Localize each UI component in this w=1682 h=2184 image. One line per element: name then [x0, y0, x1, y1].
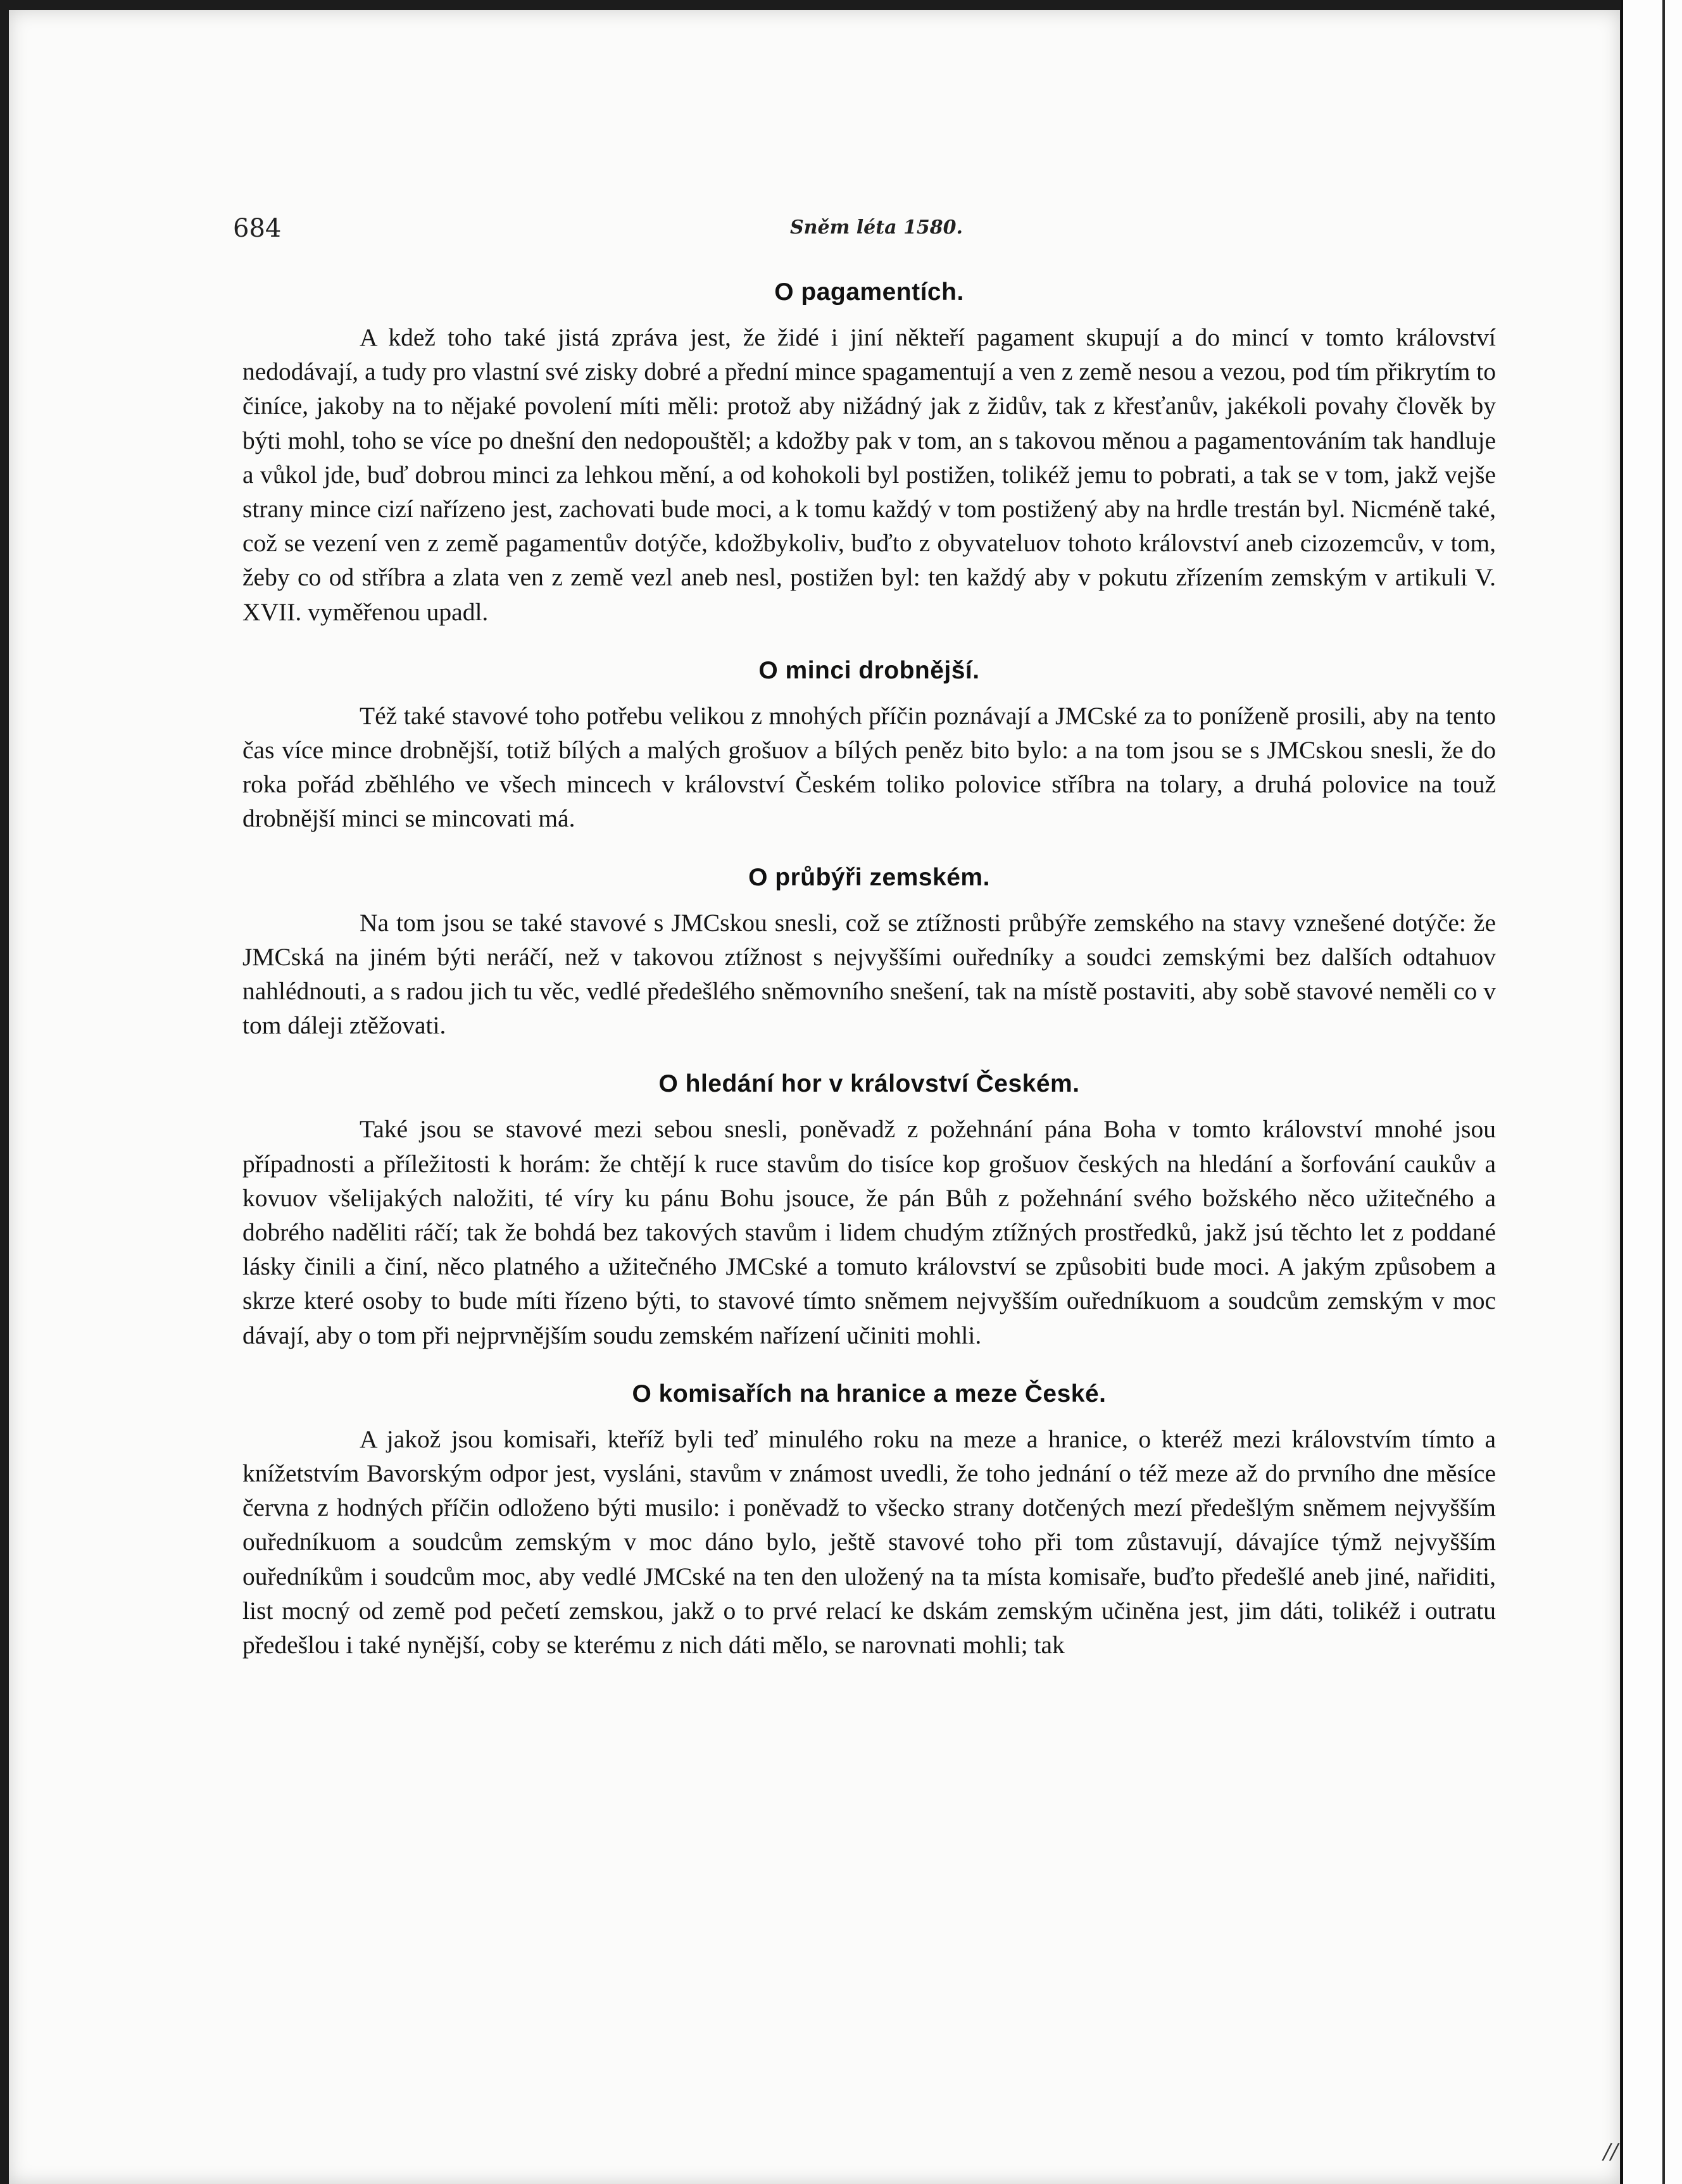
section-text-hledani-hor: Také jsou se stavové mezi sebou snesli, poněvadž z požehnání pána Boha v tomto království mnohé jsou případnosti a příležitosti k horám: že chtějí k ruce stavům do tisíce kop grošuov českých na hledání a šorfování caukův a kovuov všelijakých naložiti, té víry ku pánu Bohu jsouce, že pán Bůh z požehnání svého božského něco užitečného a dobrého naděliti ráčí; tak že bohdá bez takových stavům i lidem chudým ztížných prostředků, jakž jsú těchto let z poddané lásky činili a činí, něco platného a užitečného JMCské a tomuto království se způsobiti bude moci. A jakým způsobem a skrze které osoby to bude míti řízeno býti, to stavové tímto sněmem nejvyšším ouředníkuom a soudcům zemským v moc dávají, aby o tom při nejprvnějším soudu zemském nařízení učiniti mohli.	[242, 1115, 1496, 1349]
section-text-pagamentich: A kdež toho také jistá zpráva jest, že židé i jiní někteří pagament skupují a do mincí v tomto království nedodávají, a tudy pro vlastní své zisky dobré a přední mince spagamentují a ven z země nesou a vezou, pod tím přikrytím to činíce, jakoby na to nějaké povolení míti měli: protož aby nižádný jak z židův, tak z křesťanův, jakékoli povahy člověk by býti mohl, toho se více po dnešní den nedopouštěl; a kdožby pak v tom, an s takovou měnou a pagamentováním tak handluje a vůkol jde, buď dobrou minci za lehkou mění, a od kohokoli byl postižen, tolikéž jemu to pobrati, a tak se v tom, jakž vejše strany mince cizí nařízeno jest, zachovati bude moci, a k tomu každý v tom postižený aby na hrdle trestán byl. Nicméně také, což se vezení ven z země pagamentův dotýče, kdožbykoliv, buďto z obyvateluov tohoto království aneb cizozemcův, v tom, žeby co od stříbra a zlata ven z země vezl aneb nesl, postižen byl: ten každý aby v pokutu zřízením zemským v artikuli V. XVII. vyměřenou upadl.	[242, 323, 1496, 626]
running-head: Sněm léta 1580.	[790, 216, 963, 239]
page-number: 684	[233, 214, 282, 243]
section-text-minci-drobnejsi: Též také stavové toho potřebu velikou z mnohých příčin poznávají a JMCské za to poníženě prosili, aby na tento čas více mince drobnější, totiž bílých a malých grošuov a bílých peněz bito bylo: a na tom jsou se s JMCskou snesli, že do roka pořád zběhlého ve všech mincech v království Českém toliko polovice stříbra na tolary, a druhá polovice na touž drobnější minci se mincovati má.	[242, 701, 1496, 833]
section-text-komisarich: A jakož jsou komisaři, kteříž byli teď minulého roku na meze a hranice, o kteréž mezi královstvím tímto a knížetstvím Bavorským odpor jest, vysláni, stavům v známost uvedli, že toho jednání o též meze až do prvního dne měsíce června z hodných příčin odloženo býti musilo: i poněvadž to všecko strany dotčených mezí předešlým sněmem nejvyšším ouředníkuom a soudcům zemským v moc dáno bylo, ještě stavové toho při tom zůstavují, dávajíce týmž nejvyšším ouředníkům i soudcům moc, aby vedlé JMCské na ten den uložený na ta místa komisaře, buďto předešlé aneb jiné, nařiditi, list mocný od země pod pečetí zemskou, jakž o to prvé relací ke dskám zemským učiněna jest, jim dáti, tolikéž i outratu předešlou i také nynější, coby se kterému z nich dáti mělo, se narovnati mohli; tak	[242, 1425, 1496, 1659]
section-title-pagamentich: O pagamentích.	[774, 278, 964, 306]
margin-mark: //	[1604, 2139, 1618, 2164]
section-text-prubyri-zemskem: Na tom jsou se také stavové s JMCskou snesli, což se ztížnosti průbýře zemského na stavy vznešené dotýče: že JMCská na jiném býti neráčí, než v takovou ztížnost s nejvyššími ouředníky a soudci zemskými bez dalších odtahuov nahlédnouti, a s radou jich tu věc, vedlé předešlého sněmovního snešení, tak na místě postaviti, aby sobě stavové neměli co v tom dáleji ztěžovati.	[242, 908, 1496, 1040]
section-title-komisarich: O komisařích na hranice a meze České.	[632, 1380, 1107, 1407]
section-title-minci-drobnejsi: O minci drobnější.	[758, 656, 980, 684]
page-body	[242, 278, 1496, 1662]
adjacent-page-edge	[1621, 0, 1682, 2184]
section-title-prubyri-zemskem: O průbýři zemském.	[748, 863, 990, 891]
page-edge-line	[1662, 0, 1665, 2184]
section-title-hledani-hor: O hledání hor v království Českém.	[658, 1070, 1080, 1098]
page-header	[233, 214, 1505, 252]
